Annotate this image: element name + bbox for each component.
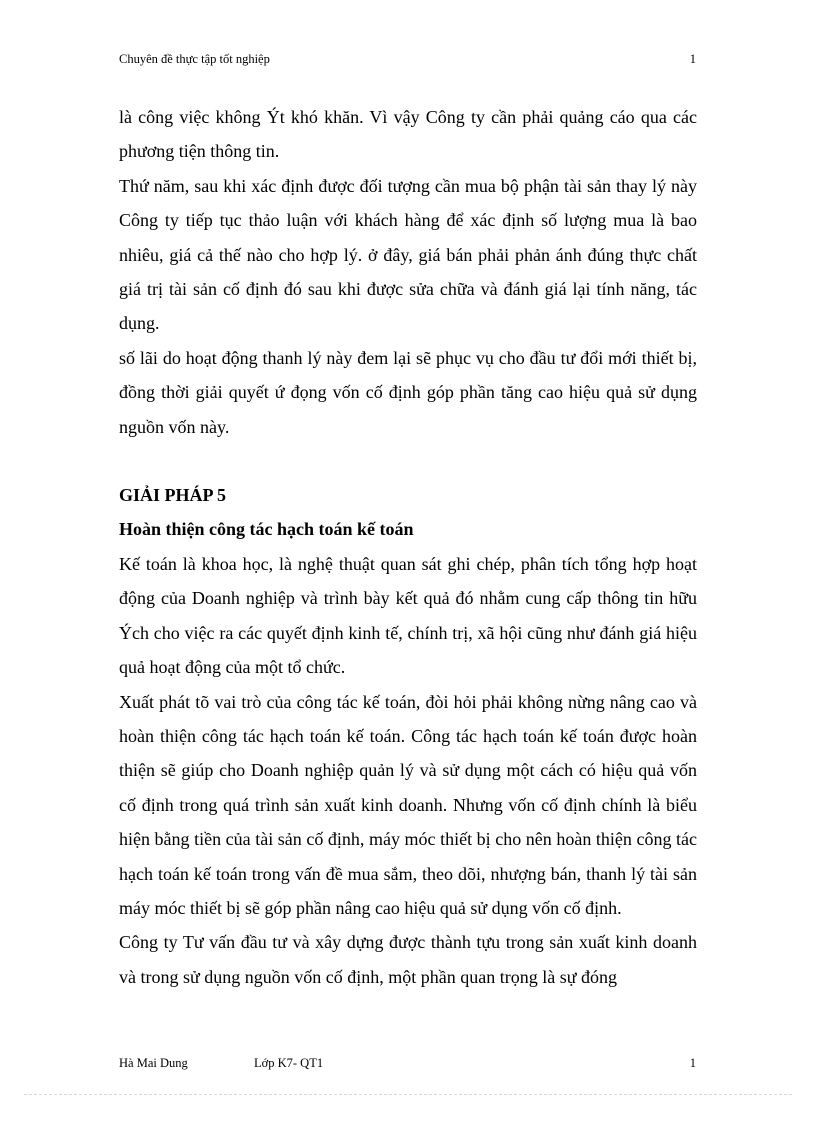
section-heading: GIẢI PHÁP 5 — [119, 485, 227, 506]
section-subheading: Hoàn thiện công tác hạch toán kế toán — [119, 519, 414, 540]
page-bottom-divider — [24, 1094, 792, 1095]
header-title: Chuyên đề thực tập tốt nghiệp — [119, 52, 270, 66]
paragraph: Công ty Tư vấn đầu tư và xây dựng được thành tựu trong sản xuất kinh doanh và trong sử dụng nguồn vốn cố định, một phần quan trọng là sự đóng — [119, 932, 697, 987]
paragraph: Xuất phát tõ vai trò của công tác kế toán, đòi hỏi phải không nừng nâng cao và hoàn thiện công tác hạch toán kế toán. Công tác hạch toán kế toán được hoàn thiện sẽ giúp cho Doanh nghiệp quản lý và sử dụng một cách có hiệu quả vốn cố định trong quá trình sản xuất kinh doanh. Nhưng vốn cố định chính là biểu hiện bằng tiền của tài sản cố định, máy móc thiết bị cho nên hoàn thiện công tác hạch toán kế toán trong vấn đề mua sắm, theo dõi, nhượng bán, thanh lý tài sản máy móc thiết bị sẽ góp phần nâng cao hiệu quả sử dụng vốn cố định. — [119, 691, 697, 918]
footer-author: Hà Mai Dung — [119, 1056, 188, 1070]
footer-page-number: 1 — [689, 1056, 696, 1070]
body-text — [119, 100, 697, 994]
header-page-number: 1 — [689, 52, 696, 66]
paragraph: Kế toán là khoa học, là nghệ thuật quan sát ghi chép, phân tích tổng hợp hoạt động của Doanh nghiệp và trình bày kết quả đó nhằm cung cấp thông tin hữu Ých cho việc ra các quyết định kinh tế, chính trị, xã hội cũng như đánh giá hiệu quả hoạt động của một tổ chức. — [119, 553, 697, 678]
paragraph: số lãi do hoạt động thanh lý này đem lại sẽ phục vụ cho đầu tư đổi mới thiết bị, đồng thời giải quyết ứ đọng vốn cố định góp phần tăng cao hiệu quả sử dụng nguồn vốn này. — [119, 347, 697, 437]
footer-class: Lớp K7- QT1 — [254, 1056, 324, 1070]
paragraph-gap — [119, 444, 697, 478]
page-header — [119, 52, 696, 67]
paragraph: Thứ năm, sau khi xác định được đối tượng cần mua bộ phận tài sản thay lý này Công ty tiếp tục thảo luận với khách hàng để xác định số lượng mua là bao nhiêu, giá cả thế nào cho hợp lý. ở đây, giá bán phải phản ánh đúng thực chất giá trị tài sản cố định đó sau khi được sửa chữa và đánh giá lại tính năng, tác dụng. — [119, 175, 697, 334]
paragraph: là công việc không Ýt khó khăn. Vì vậy Công ty cần phải quảng cáo qua các phương tiện thông tin. — [119, 107, 697, 162]
